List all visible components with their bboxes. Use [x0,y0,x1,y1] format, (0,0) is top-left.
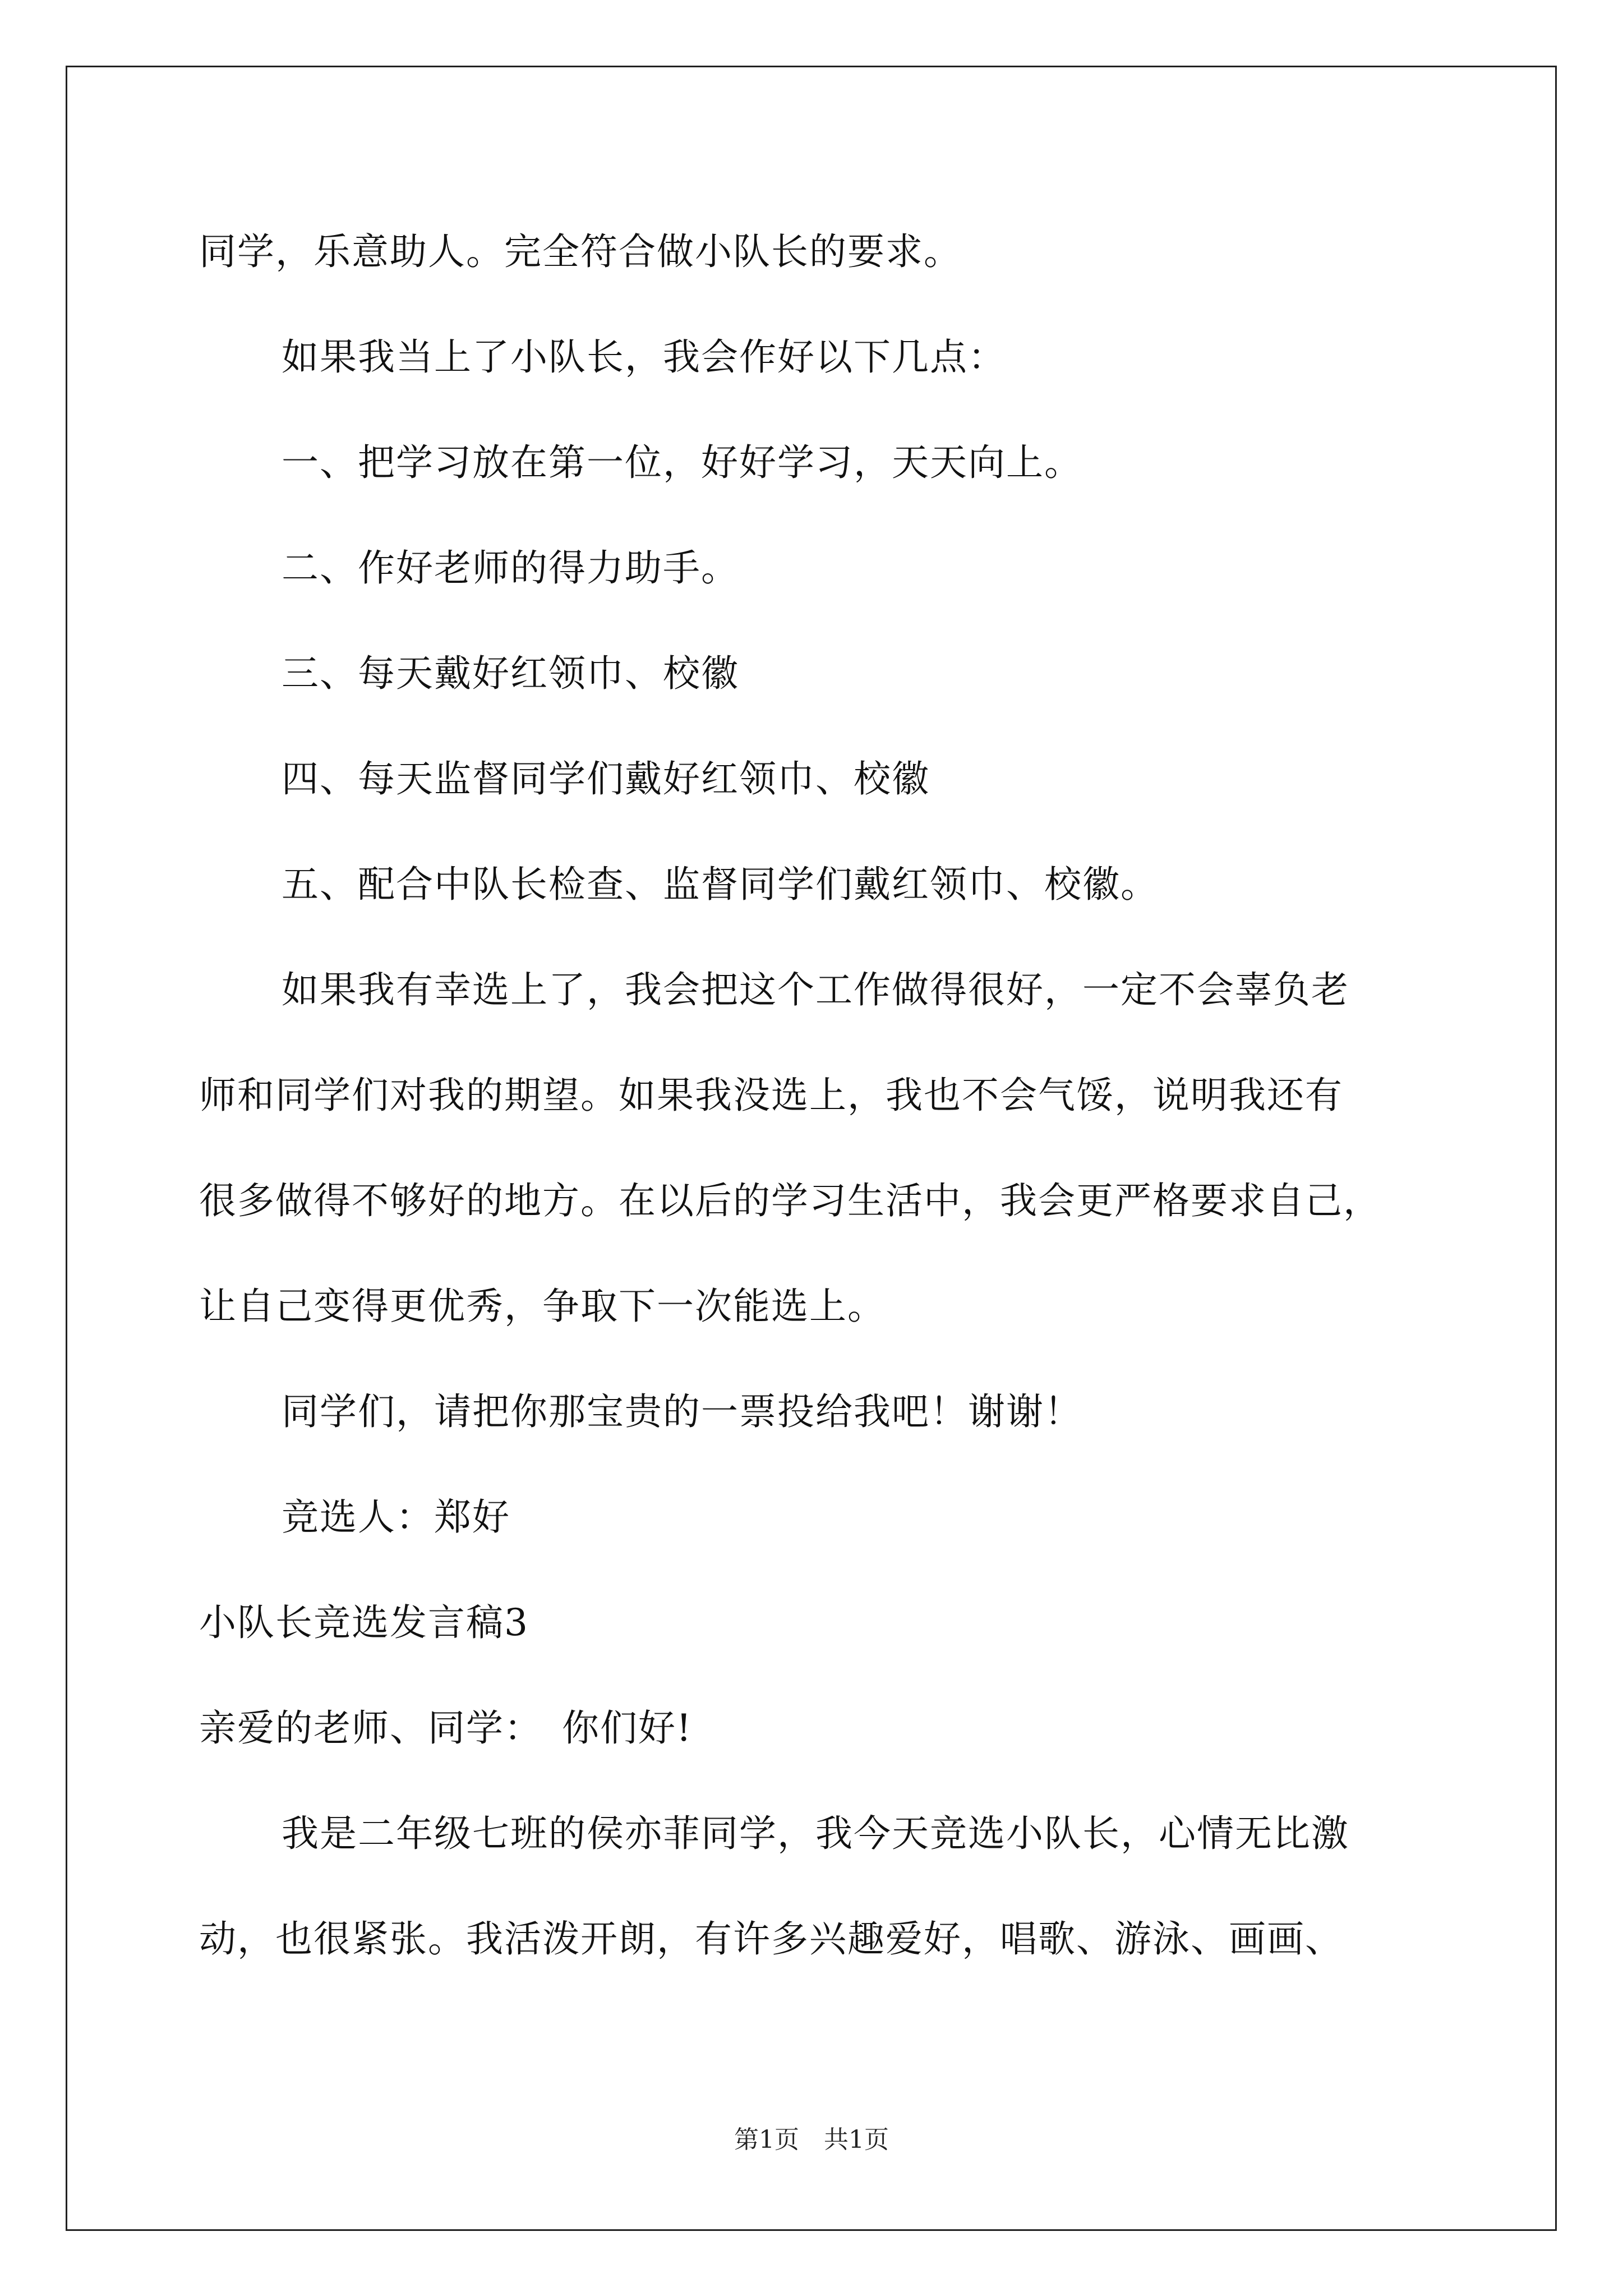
list-item: 四、每天监督同学们戴好红领巾、校徽 [282,757,930,800]
paragraph-line: 让自己变得更优秀，争取下一次能选上。 [199,1285,886,1328]
list-item: 一、把学习放在第一位，好好学习，天天向上。 [282,441,1082,484]
paragraph-line: 动，也很紧张。我活泼开朗，有许多兴趣爱好，唱歌、游泳、画画、 [199,1917,1343,1961]
paragraph-line: 同学，乐意助人。完全符合做小队长的要求。 [199,230,962,273]
paragraph-line: 很多做得不够好的地方。在以后的学习生活中，我会更严格要求自己， [199,1179,1381,1222]
section-heading: 小队长竞选发言稿3 [199,1601,529,1644]
signature-line: 竞选人：郑好 [282,1496,510,1539]
paragraph-line: 如果我有幸选上了，我会把这个工作做得很好，一定不会辜负老 [282,968,1349,1011]
paragraph-line: 我是二年级七班的侯亦菲同学，我今天竞选小队长，心情无比激 [282,1812,1349,1855]
page-border [66,66,1557,2231]
paragraph-line: 师和同学们对我的期望。如果我没选上，我也不会气馁，说明我还有 [199,1074,1343,1117]
page-footer: 第1页 共1页 [734,2125,889,2154]
paragraph-line: 同学们，请把你那宝贵的一票投给我吧！谢谢！ [282,1390,1082,1433]
list-item: 三、每天戴好红领巾、校徽 [282,652,739,695]
list-item: 二、作好老师的得力助手。 [282,546,739,590]
paragraph-line: 如果我当上了小队长，我会作好以下几点： [282,335,1006,379]
list-item: 五、配合中队长检查、监督同学们戴红领巾、校徽。 [282,863,1159,906]
salutation-line: 亲爱的老师、同学： 你们好! [199,1706,693,1750]
